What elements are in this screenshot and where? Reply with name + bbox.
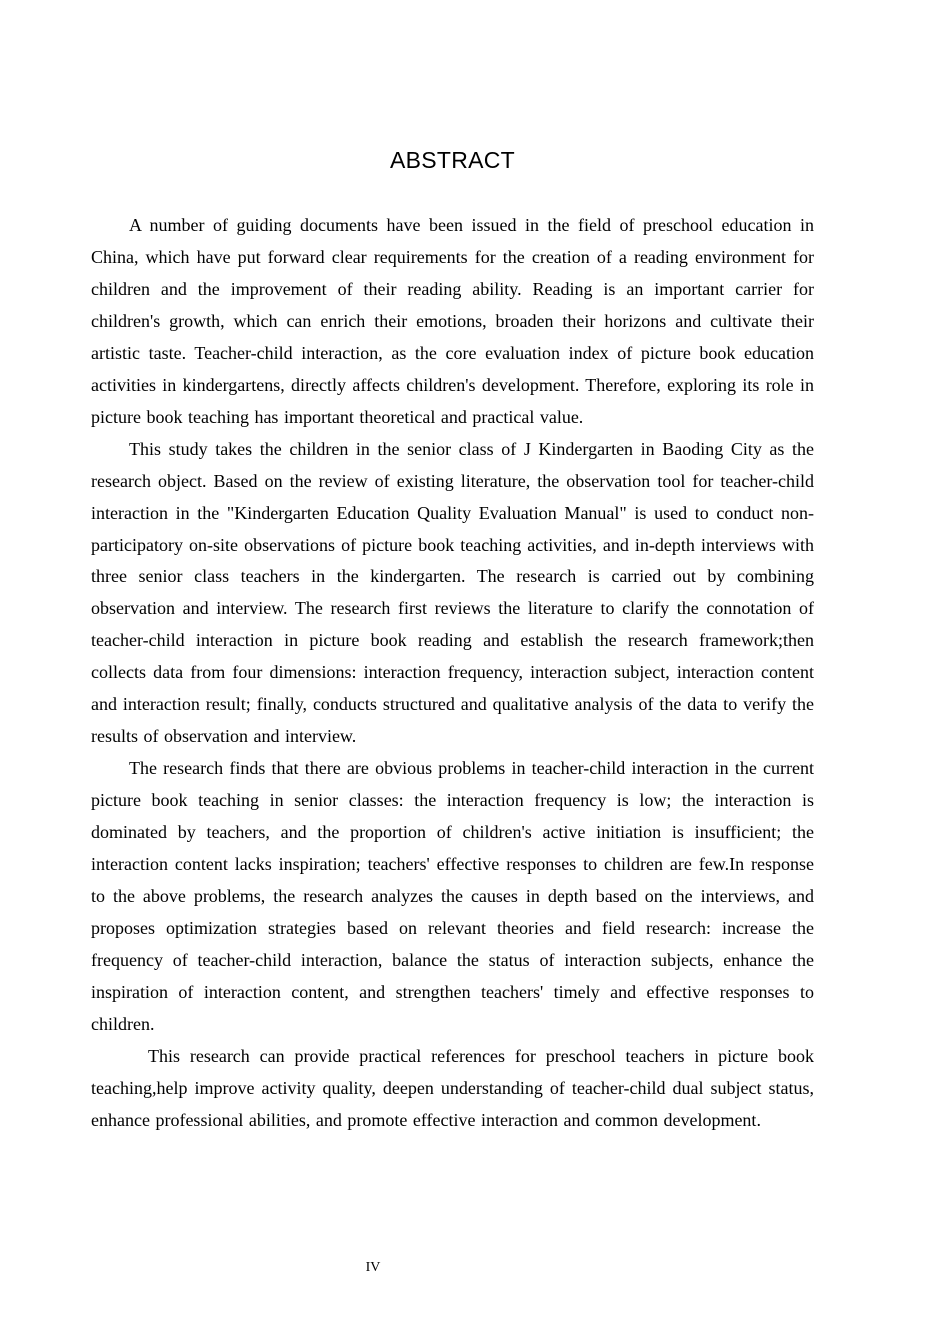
abstract-paragraph-2: This study takes the children in the senior class of J Kindergarten in Baoding City as the research object. Based on the review of existing literature, the observation tool for teacher-child interaction in the "Kindergarten Education Quality Evaluation Manual" is used to conduct non-participatory on-site observations of picture book teaching activities, and in-depth interviews with three senior class teachers in the kindergarten. The research is carried out by combining observation and interview. The research first reviews the literature to clarify the connotation of teacher-child interaction in picture book reading and establish the research framework;then collects data from four dimensions: interaction frequency, interaction subject, interaction content and interaction result; finally, conducts structured and qualitative analysis of the data to verify the results of observation and interview. <box>91 438 814 747</box>
abstract-paragraph-4: This research can provide practical references for preschool teachers in picture book teaching,help improve activity quality, deepen understanding of teacher-child dual subject status, enhance professional abilities, and promote effective interaction and common development. <box>91 1045 814 1130</box>
abstract-paragraph-3: The research finds that there are obvious problems in teacher-child interaction in the current picture book teaching in senior classes: the interaction frequency is low; the interaction is dominated by teachers, and the proportion of children's active initiation is insufficient; the interaction content lacks inspiration; teachers' effective responses to children are few.In response to the above problems, the research analyzes the causes in depth based on the interviews, and proposes optimization strategies based on relevant theories and field research: increase the frequency of teacher-child interaction, balance the status of interaction subjects, enhance the inspiration of interaction content, and strengthen teachers' timely and effective responses to children. <box>91 758 814 1034</box>
abstract-title: ABSTRACT <box>389 147 516 173</box>
abstract-body <box>91 210 814 1137</box>
page-number: IV <box>365 1260 381 1275</box>
abstract-paragraph-1: A number of guiding documents have been issued in the field of preschool education in China, which have put forward clear requirements for the creation of a reading environment for children and the improvement of their reading ability. Reading is an important carrier for children's growth, which can enrich their emotions, broaden their horizons and cultivate their artistic taste. Teacher-child interaction, as the core evaluation index of picture book education activities in kindergartens, directly affects children's development. Therefore, exploring its role in picture book teaching has important theoretical and practical value. <box>91 215 814 427</box>
